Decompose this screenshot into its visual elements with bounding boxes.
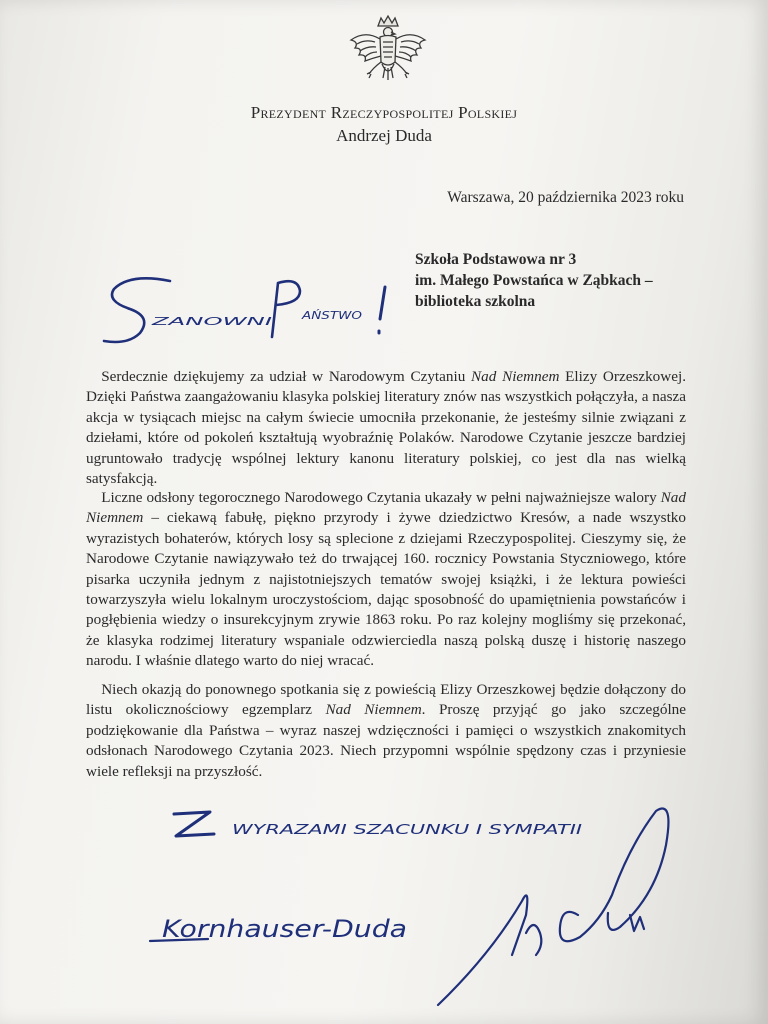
paragraph-3 — [86, 680, 686, 782]
recipient-line: biblioteka szkolna — [415, 293, 536, 310]
signature-left-text: Kornhauser-Duda — [162, 915, 407, 943]
paragraph-text: Serdecznie dziękujemy za udział w Narodowym Czytaniu — [101, 368, 472, 385]
paragraph-text: Liczne odsłony tegorocznego Narodowego Czytania ukazały w pełni najważniejsze walory — [101, 489, 661, 506]
recipient-line: im. Małego Powstańca w Ząbkach – — [415, 272, 653, 289]
signature-right — [430, 805, 675, 1015]
salutation-text: Szanowni Państwo! — [100, 262, 227, 279]
letterhead-title: Prezydent Rzeczypospolitej Polskiej — [250, 103, 518, 122]
paragraph-text: . Proszę przyjąć go jako szczególne podziękowanie dla Państwa – wyraz naszej wdzięczności i pamięci o wszystkich znakomitych odsłonach Narodowego Czytania 2023. Niech przypomni wspólnie spędzony czas i przyniesie wiele refleksji na przyszłość. — [86, 701, 686, 780]
svg-text:WYRAZAMI SZACUNKU I SYMP: WYRAZAMI SZACUNKU I SYMPATII — [232, 823, 583, 838]
book-title: Nad Niemnem — [471, 368, 560, 385]
letter-date: Warszawa, 20 października 2023 roku — [447, 189, 684, 206]
recipient-line: Szkoła Podstawowa nr 3 — [415, 251, 577, 268]
book-title: Nad Niemnem — [325, 701, 422, 719]
closing-text: Z wyrazami szacunku i sympatii — [170, 787, 378, 804]
signature-left — [148, 905, 413, 950]
paragraph-1 — [86, 367, 686, 489]
handwritten-salutation — [100, 262, 400, 355]
book-title: Nad Niemnem — [86, 489, 686, 527]
svg-text:AŃSTWO: AŃSTWO — [300, 309, 363, 322]
recipient-address — [415, 249, 653, 312]
eagle-emblem-icon — [345, 12, 431, 98]
paragraph-text: Niech okazją do ponownego spotkania się z powieścią Elizy Orzeszkowej będzie dołączony do listu okolicznościowy egzemplarz — [86, 681, 686, 719]
paragraph-text: – ciekawą fabułę, piękno przyrody i żywe dziedzictwo Kresów, a nade wszystko wyrazistych bohaterów, których losy są splecione z dziejami Rzeczypospolitej. Cieszymy się, że Narodowe Czytanie nawiązywało też do trwającej 160. rocznicy Powstania Styczniowego, które pisarka uczyniła jednym z najistotniejszych tematów swojej książki, i że lektura powieści towarzyszyła wielu lokalnym uroczystościom, dając sposobność do upamiętnienia powstańców i pogłębienia wiedzy o insurekcyjnym zrywie 1863 roku. Po raz kolejny mogliśmy się przekonać, że klasyka rodzimej literatury wspaniale odzwierciedla naszą polską duszę i historię naszego narodu. I właśnie dlatego warto do niej wracać. — [86, 509, 686, 670]
paragraph-2 — [86, 488, 686, 672]
letterhead-name: Andrzej Duda — [336, 126, 432, 145]
svg-text:ZANOWNI: ZANOWNI — [149, 315, 272, 328]
paragraph-text: Elizy Orzeszkowej. Dzięki Państwa zaangażowaniu klasyka polskiej literatury znów nas wszystkich połączyła, a nasza akcja w tysiącach miejsc na całym świecie umocniła przekonanie, że jesteśmy silnie związani z dziełami, które od pokoleń kształtują wyobraźnię Polaków. Narodowe Czytanie jeszcze bardziej ugruntowało tradycję wspólnej lektury kanonu literatury polskiej, co jest dla nas wielką satysfakcją. — [86, 368, 687, 488]
